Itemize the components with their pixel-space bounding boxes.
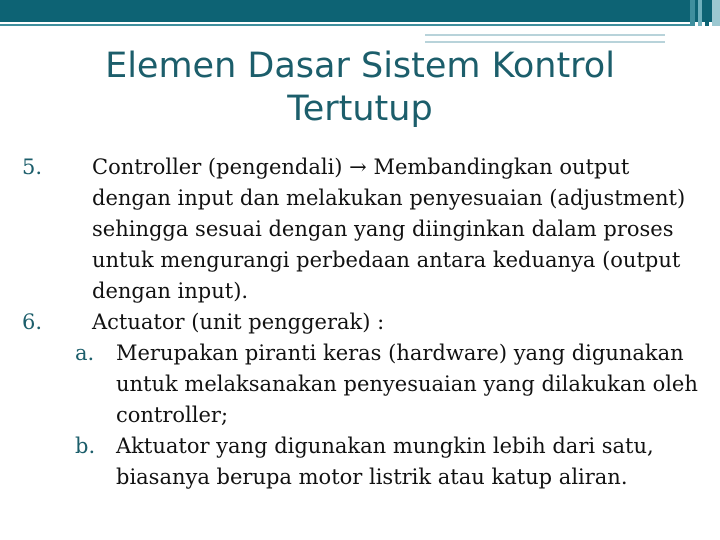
slide-body [22,152,702,493]
sub-list-item [22,431,702,493]
header-stripe [698,0,702,26]
list-number: 5. [22,155,43,179]
list-item-text: Controller (pengendali) → Membandingkan output dengan input dan melakukan penyesuaian (adjustment) sehingga sesuai dengan yang diinginkan dalam proses untuk mengurangi perbedaan antara keduanya (output dengan input). [92,155,686,303]
sub-list-letter: b. [75,434,96,458]
list-item [22,307,702,338]
header-band [0,0,720,22]
sub-list-item-text: Merupakan piranti keras (hardware) yang digunakan untuk melaksanakan penyesuaian yang dilakukan oleh controller; [116,341,698,427]
header-stripe [712,0,720,26]
header-stripe [690,0,695,26]
header-stripe [705,0,709,26]
list-item-text: Actuator (unit penggerak) : [92,310,385,334]
sub-list-letter: a. [75,341,95,365]
decorative-line [425,41,665,43]
header-rule [0,24,690,26]
slide-title: Elemen Dasar Sistem Kontrol Tertutup [105,46,615,129]
sub-list-item-text: Aktuator yang digunakan mungkin lebih dari satu, biasanya berupa motor listrik atau katup aliran. [116,434,654,489]
list-number: 6. [22,310,43,334]
decorative-line [425,34,665,36]
sub-list-item [22,338,702,431]
list-item [22,152,702,307]
